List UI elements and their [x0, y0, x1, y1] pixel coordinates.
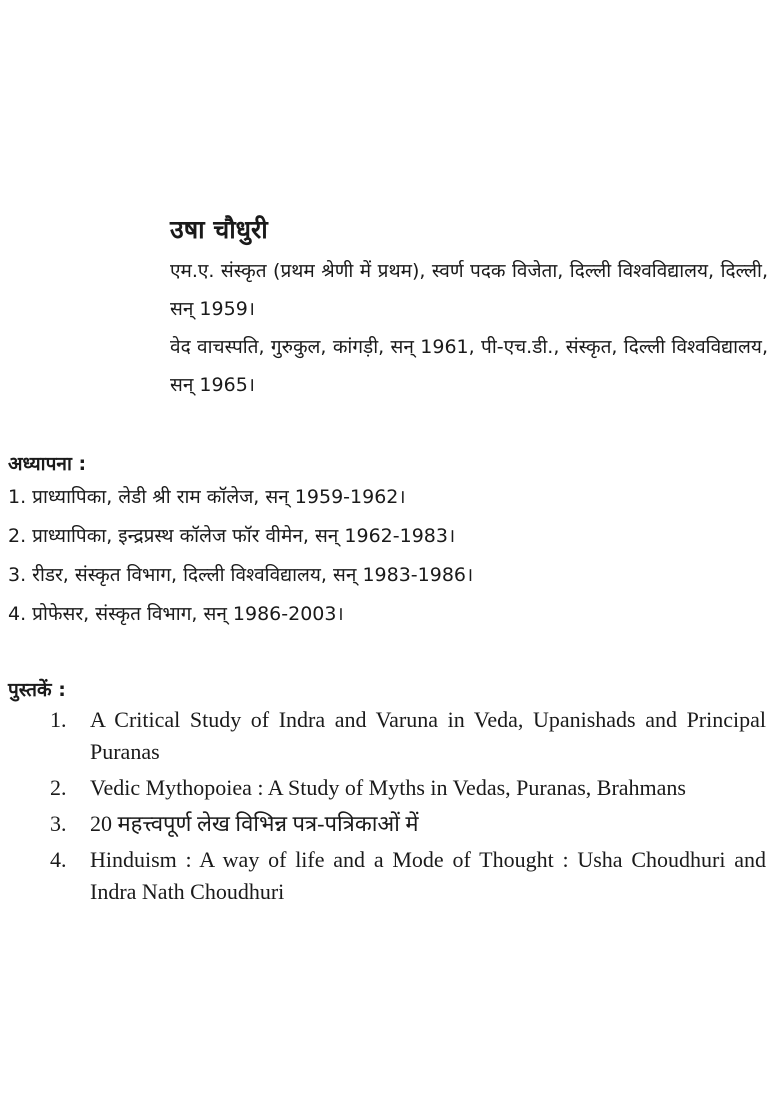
list-item: 1. प्राध्यापिका, लेडी श्री राम कॉलेज, सन् 1959-1962।: [8, 486, 406, 508]
books-list: [50, 704, 766, 912]
teaching-heading: अध्यापना :: [8, 453, 87, 475]
qualification: एम.ए. संस्कृत (प्रथम श्रेणी में प्रथम), स्वर्ण पदक विजेता, दिल्ली विश्वविद्यालय, दिल्ली, सन् 1959।: [170, 260, 768, 320]
list-item: [50, 704, 766, 768]
teaching-list: [8, 478, 473, 634]
list-item: 4. प्रोफेसर, संस्कृत विभाग, सन् 1986-2003।: [8, 603, 344, 625]
item-number: 2.: [50, 775, 67, 800]
item-number: 3.: [50, 811, 67, 836]
list-item: [50, 808, 766, 840]
author-name: उषा चौधुरी: [170, 215, 268, 244]
item-number: 1.: [50, 707, 67, 732]
list-item: 2. प्राध्यापिका, इन्द्रप्रस्थ कॉलेज फॉर वीमेन, सन् 1962-1983।: [8, 525, 456, 547]
book-title: Hinduism : A way of life and a Mode of Thought : Usha Choudhuri and Indra Nath Choudhuri: [90, 847, 766, 904]
list-item: 3. रीडर, संस्कृत विभाग, दिल्ली विश्वविद्यालय, सन् 1983-1986।: [8, 564, 474, 586]
author-profile: [170, 212, 768, 404]
books-heading: पुस्तकें :: [8, 679, 66, 701]
book-title: Vedic Mythopoiea : A Study of Myths in Vedas, Puranas, Brahmans: [90, 775, 686, 800]
book-title: 20 महत्त्वपूर्ण लेख विभिन्न पत्र-पत्रिकाओं में: [90, 811, 419, 836]
item-number: 4.: [50, 847, 67, 872]
book-title: A Critical Study of Indra and Varuna in Veda, Upanishads and Principal Puranas: [90, 707, 766, 764]
list-item: [50, 844, 766, 908]
list-item: [50, 772, 766, 804]
qualification: वेद वाचस्पति, गुरुकुल, कांगड़ी, सन् 1961, पी-एच.डी., संस्कृत, दिल्ली विश्वविद्यालय, सन् 1965।: [170, 336, 768, 396]
